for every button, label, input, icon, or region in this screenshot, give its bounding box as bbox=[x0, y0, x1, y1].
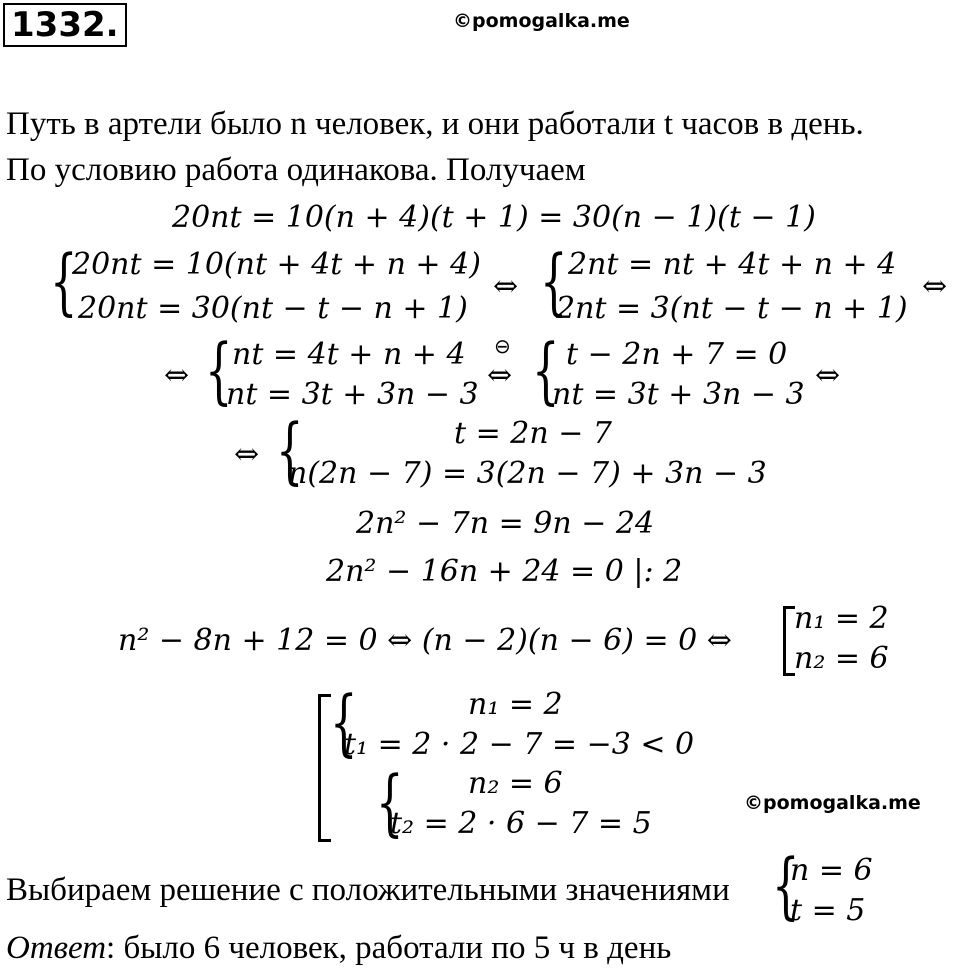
equiv-5: ⇔ bbox=[815, 358, 841, 393]
sys1-row1: 20nt = 10(nt + 4t + n + 4) bbox=[72, 247, 481, 282]
choose-text: Выбираем решение с положительными значениями bbox=[6, 872, 730, 908]
problem-number: 1332. bbox=[3, 3, 127, 47]
sys5-row2: n(2n − 7) = 3(2n − 7) + 3n − 3 bbox=[288, 456, 767, 491]
equation-quadratic: 2n² − 7n = 9n − 24 bbox=[356, 506, 655, 541]
sys2-row2: 2nt = 3(nt − t − n + 1) bbox=[556, 291, 908, 326]
brace-sys5: { bbox=[276, 408, 304, 492]
equiv-4: ⇔ bbox=[487, 358, 513, 393]
equiv-1: ⇔ bbox=[493, 269, 519, 304]
final-n: n = 6 bbox=[790, 853, 873, 888]
watermark-mid: ©pomogalka.me bbox=[744, 792, 921, 814]
answer-line bbox=[6, 928, 671, 968]
sys4-row2: nt = 3t + 3n − 3 bbox=[552, 377, 805, 412]
brace-sys3: { bbox=[205, 328, 233, 412]
sys2-row1: 2nt = nt + 4t + n + 4 bbox=[568, 247, 897, 282]
intro-line: Путь в артели было n человек, и они работали t часов в день. bbox=[6, 106, 864, 142]
equiv-6: ⇔ bbox=[234, 437, 260, 472]
sys3-row2: nt = 3t + 3n − 3 bbox=[226, 377, 479, 412]
watermark-top: ©pomogalka.me bbox=[453, 10, 630, 32]
brace-sys1: { bbox=[50, 239, 78, 323]
sys3-row1: nt = 4t + n + 4 bbox=[232, 337, 466, 372]
root-1: n₁ = 2 bbox=[794, 601, 889, 636]
final-t: t = 5 bbox=[790, 893, 866, 928]
brace-sys2: { bbox=[540, 239, 568, 323]
brace-case2: { bbox=[376, 760, 404, 844]
equiv-2: ⇔ bbox=[922, 269, 948, 304]
case1-n: n₁ = 2 bbox=[468, 687, 563, 722]
brace-final: { bbox=[772, 843, 800, 927]
case2-n: n₂ = 6 bbox=[468, 766, 563, 801]
answer-text: : было 6 человек, работали по 5 ч в день bbox=[106, 930, 672, 966]
brace-sys4: { bbox=[532, 328, 560, 412]
brace-case1: { bbox=[330, 680, 358, 764]
case2-t: t₂ = 2 · 6 − 7 = 5 bbox=[390, 806, 652, 841]
case1-t: t₁ = 2 · 2 − 7 = −3 < 0 bbox=[344, 727, 695, 762]
sys5-row1: t = 2n − 7 bbox=[454, 416, 612, 451]
equiv-3: ⇔ bbox=[164, 358, 190, 393]
answer-label: Ответ bbox=[6, 930, 107, 966]
sys1-row2: 20nt = 30(nt − t − n + 1) bbox=[78, 291, 468, 326]
equation-quadratic-zero: 2n² − 16n + 24 = 0 |: 2 bbox=[326, 554, 683, 589]
condition-line: По условию работа одинакова. Получаем bbox=[6, 152, 586, 188]
equation-factored: n² − 8n + 12 = 0 ⇔ (n − 2)(n − 6) = 0 ⇔ bbox=[118, 623, 732, 658]
equation-work-equal: 20nt = 10(n + 4)(t + 1) = 30(n − 1)(t − 1) bbox=[172, 200, 816, 235]
root-2: n₂ = 6 bbox=[794, 641, 889, 676]
sys4-row1: t − 2n + 7 = 0 bbox=[566, 337, 788, 372]
subtract-symbol: ⊖ bbox=[494, 334, 511, 358]
